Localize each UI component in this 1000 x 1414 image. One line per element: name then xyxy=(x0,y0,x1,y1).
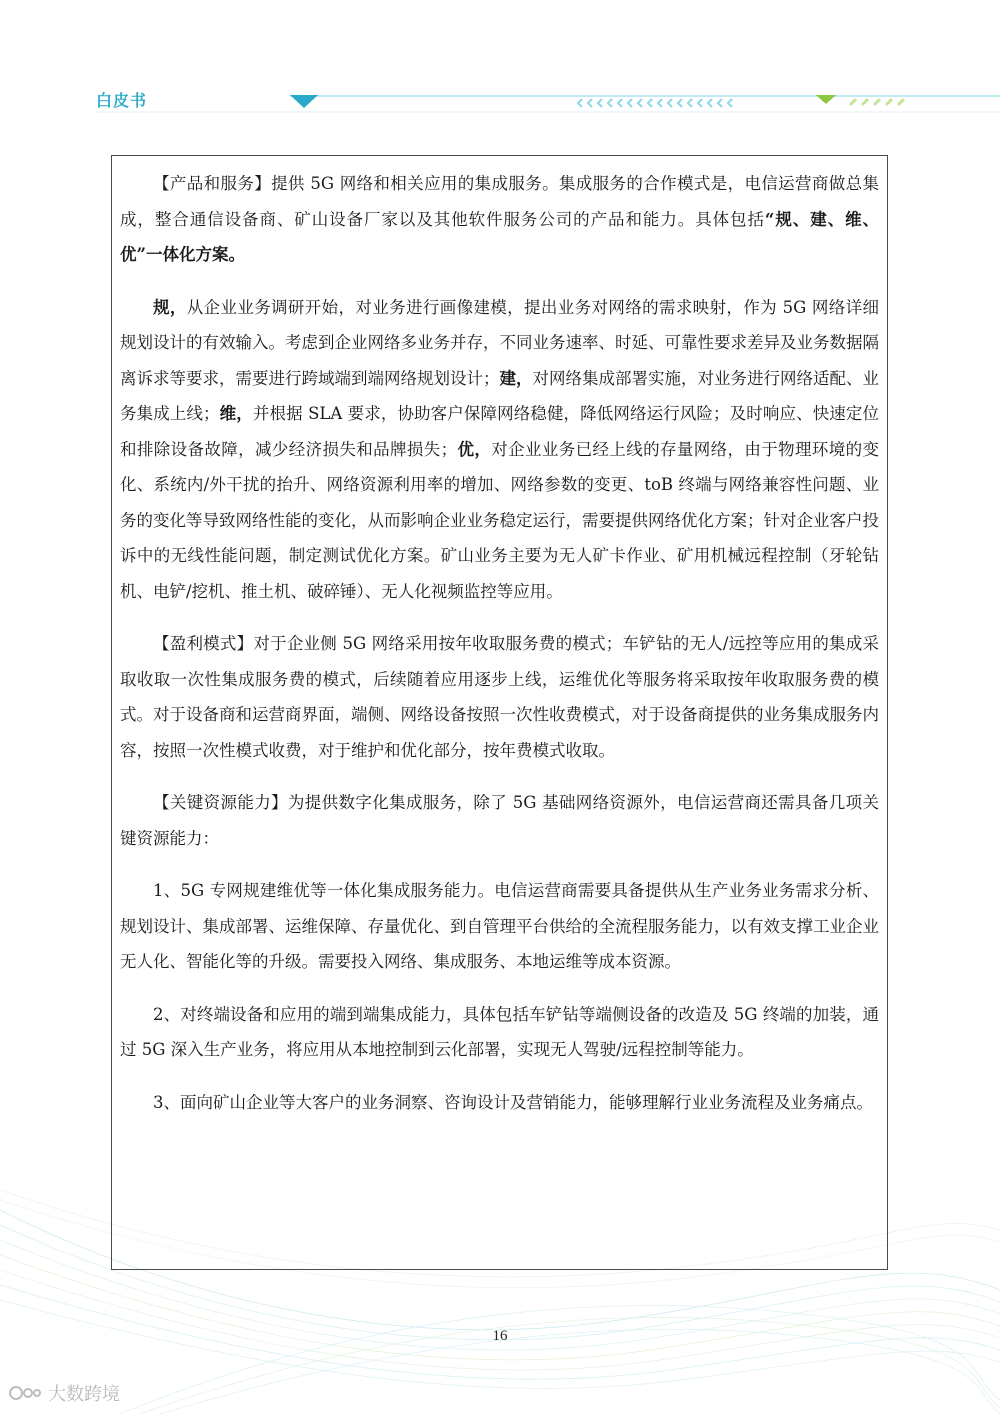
header-decoration xyxy=(0,90,1000,120)
optimize-text: 对企业业务已经上线的存量网络，由于物理环境的变化、系统内/外干扰的抬升、网络资源利用率的增加、网络参数的变更、toB 终端与网络兼容性问题、业务的变化等导致网络性能的变化，从而影响企业业务稳定运行，需要提供网络优化方案；针对企业客户投诉中的无线性能问题，制定测试优化方案。矿山业务主要为无人矿卡作业、矿用机械远程控制（牙轮钻机、电铲/挖机、推土机、破碎锤）、无人化视频监控等应用。 xyxy=(120,439,879,601)
list-item-1: 1、5G 专网规建维优等一体化集成服务能力。电信运营商需要具备提供从生产业务业务需求分析、规划设计、集成部署、运维保障、存量优化、到自管理平台供给的全流程服务能力，以有效支撑工业企业无人化、智能化等的升级。需要投入网络、集成服务、本地运维等成本资源。 xyxy=(120,881,879,971)
watermark-text: 大数跨境 xyxy=(48,1384,120,1405)
watermark xyxy=(8,1380,120,1406)
keyword-optimize: 优， xyxy=(457,439,492,459)
list-item-2: 2、对终端设备和应用的端到端集成能力，具体包括车铲钻等端侧设备的改造及 5G 终端的加装，通过 5G 深入生产业务，将应用从本地控制到云化部署，实现无人驾驶/远程控制等能力。 xyxy=(120,1004,879,1059)
keyword-maintain: 维， xyxy=(219,404,253,423)
section-tag-products-services: 【产品和服务】 xyxy=(153,174,272,193)
header-label: 白皮书 xyxy=(96,91,148,110)
watermark-logo-icon xyxy=(8,1384,42,1402)
paragraph-profit-model xyxy=(120,626,879,768)
page-number: 16 xyxy=(492,1328,508,1344)
paragraph-plan-build-maintain-optimize xyxy=(120,290,879,610)
section-tag-key-resources: 【关键资源能力】 xyxy=(153,793,288,812)
content-box xyxy=(111,155,888,1270)
list-item-3: 3、面向矿山企业等大客户的业务洞察、咨询设计及营销能力，能够理解行业业务流程及业务痛点。 xyxy=(153,1092,873,1112)
maintain-text: 并根据 SLA 要求，协助客户保障网络稳健，降低网络运行风险；及时响应、快速定位和排除设备故障，减少经济损失和品牌损失； xyxy=(120,404,880,459)
paragraph-key-resources xyxy=(120,785,879,856)
plan-text: 从企业业务调研开始，对业务进行画像建模，提出业务对网络的需求映射，作为 5G 网络详细规划设计的有效输入。考虑到企业网络多业务并存，不同业务速率、时延、可靠性要求差异及业务数据隔离诉求等要求，需要进行跨域端到端网络规划设计； xyxy=(120,297,880,388)
profit-model-text: 对于企业侧 5G 网络采用按年收取服务费的模式；车铲钻的无人/远控等应用的集成采取收取一次性集成服务费的模式，后续随着应用逐步上线，运维优化等服务将采取按年收取服务费的模式。对于设备商和运营商界面，端侧、网络设备按照一次性收费模式，对于设备商提供的业务集成服务内容，按照一次性模式收费，对于维护和优化部分，按年费模式收取。 xyxy=(120,634,880,760)
products-services-text: 提供 5G 网络和相关应用的集成服务。集成服务的合作模式是，电信运营商做总集成，整合通信设备商、矿山设备厂家以及其他软件服务公司的产品和能力。具体包括 xyxy=(120,174,880,229)
paragraph-products-services xyxy=(120,166,879,273)
keyword-plan: 规， xyxy=(153,297,187,317)
key-resources-text: 为提供数字化集成服务，除了 5G 基础网络资源外，电信运营商还需具备几项关键资源能力： xyxy=(120,793,879,848)
build-text: 对网络集成部署实施，对业务进行网络适配、业务集成上线； xyxy=(120,368,879,423)
keyword-build: 建， xyxy=(499,368,533,388)
section-tag-profit-model: 【盈利模式】 xyxy=(153,634,254,653)
products-services-bold: “规、建、维、优”一体化方案。 xyxy=(120,209,879,264)
